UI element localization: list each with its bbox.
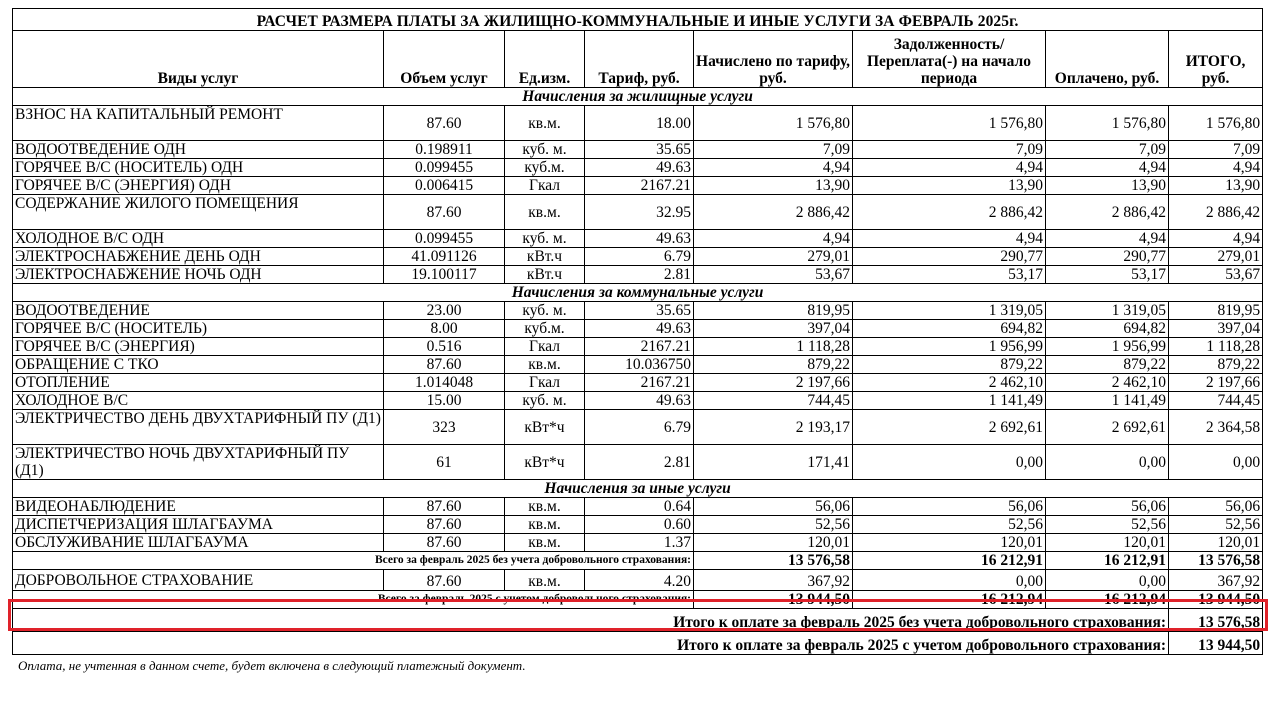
volume-cell: 0.006415: [384, 177, 505, 195]
insurance-volume: 87.60: [384, 570, 505, 591]
tariff-cell: 18.00: [585, 106, 694, 141]
service-name: ГОРЯЧЕЕ В/С (ЭНЕРГИЯ) ОДН: [13, 177, 384, 195]
volume-cell: 15.00: [384, 392, 505, 410]
paid-cell: 56,06: [1046, 498, 1169, 516]
charged-cell: 4,94: [694, 230, 853, 248]
volume-cell: 8.00: [384, 320, 505, 338]
debt-cell: 13,90: [853, 177, 1046, 195]
debt-cell: 4,94: [853, 159, 1046, 177]
sum-without-charged: 13 576,58: [694, 552, 853, 570]
unit-cell: кВт.ч: [505, 266, 585, 284]
total-cell: 0,00: [1169, 445, 1263, 480]
total-cell: 744,45: [1169, 392, 1263, 410]
charged-cell: 171,41: [694, 445, 853, 480]
service-name: ОБРАЩЕНИЕ С ТКО: [13, 356, 384, 374]
header-charged: Начислено по тарифу, руб.: [694, 31, 853, 88]
section-communal: Начисления за коммунальные услуги: [13, 284, 1263, 302]
table-row: [13, 159, 1263, 177]
header-total: ИТОГО, руб.: [1169, 31, 1263, 88]
charged-cell: 2 193,17: [694, 410, 853, 445]
debt-cell: 879,22: [853, 356, 1046, 374]
sum-without-paid: 16 212,91: [1046, 552, 1169, 570]
total-cell: 56,06: [1169, 498, 1263, 516]
volume-cell: 0.099455: [384, 159, 505, 177]
paid-cell: 13,90: [1046, 177, 1169, 195]
footnote: Оплата, не учтенная в данном счете, будет включена в следующий платежный документ.: [18, 658, 526, 673]
total-cell: 7,09: [1169, 141, 1263, 159]
table-row: [13, 498, 1263, 516]
total-cell: 2 364,58: [1169, 410, 1263, 445]
pay-with-value: 13 944,50: [1169, 632, 1263, 655]
service-name: ЭЛЕКТРИЧЕСТВО НОЧЬ ДВУХТАРИФНЫЙ ПУ (Д1): [13, 445, 384, 480]
charged-cell: 7,09: [694, 141, 853, 159]
charged-cell: 13,90: [694, 177, 853, 195]
debt-cell: 7,09: [853, 141, 1046, 159]
total-cell: 879,22: [1169, 356, 1263, 374]
paid-cell: 4,94: [1046, 159, 1169, 177]
total-cell: 4,94: [1169, 159, 1263, 177]
volume-cell: 87.60: [384, 356, 505, 374]
service-name: ГОРЯЧЕЕ В/С (ЭНЕРГИЯ): [13, 338, 384, 356]
billing-table: [12, 8, 1263, 655]
charged-cell: 2 886,42: [694, 195, 853, 230]
volume-cell: 23.00: [384, 302, 505, 320]
total-cell: 52,56: [1169, 516, 1263, 534]
service-name: ВОДООТВЕДЕНИЕ ОДН: [13, 141, 384, 159]
tariff-cell: 2167.21: [585, 374, 694, 392]
service-name: ОБСЛУЖИВАНИЕ ШЛАГБАУМА: [13, 534, 384, 552]
table-row: [13, 230, 1263, 248]
sum-with-paid: 16 212,94: [1046, 591, 1169, 609]
service-name: ХОЛОДНОЕ В/С: [13, 392, 384, 410]
unit-cell: куб. м.: [505, 141, 585, 159]
charged-cell: 1 118,28: [694, 338, 853, 356]
unit-cell: кВт*ч: [505, 445, 585, 480]
unit-cell: куб. м.: [505, 392, 585, 410]
unit-cell: куб. м.: [505, 230, 585, 248]
table-row: [13, 392, 1263, 410]
insurance-total: 367,92: [1169, 570, 1263, 591]
header-paid: Оплачено, руб.: [1046, 31, 1169, 88]
table-row: [13, 445, 1263, 480]
insurance-paid: 0,00: [1046, 570, 1169, 591]
volume-cell: 41.091126: [384, 248, 505, 266]
unit-cell: кв.м.: [505, 516, 585, 534]
table-row: [13, 106, 1263, 141]
debt-cell: 1 141,49: [853, 392, 1046, 410]
table-row: [13, 320, 1263, 338]
paid-cell: 4,94: [1046, 230, 1169, 248]
pay-without-row: [13, 609, 1263, 632]
document-title: РАСЧЕТ РАЗМЕРА ПЛАТЫ ЗА ЖИЛИЩНО-КОММУНАЛЬНЫЕ И ИНЫЕ УСЛУГИ ЗА ФЕВРАЛЬ 2025г.: [13, 9, 1263, 31]
volume-cell: 19.100117: [384, 266, 505, 284]
debt-cell: 1 956,99: [853, 338, 1046, 356]
volume-cell: 87.60: [384, 516, 505, 534]
paid-cell: 0,00: [1046, 445, 1169, 480]
service-name: ЭЛЕКТРОСНАБЖЕНИЕ ДЕНЬ ОДН: [13, 248, 384, 266]
header-tariff: Тариф, руб.: [585, 31, 694, 88]
pay-without-label: Итого к оплате за февраль 2025 без учета добровольного страхования:: [13, 609, 1169, 632]
table-row: [13, 534, 1263, 552]
sum-with-total: 13 944,50: [1169, 591, 1263, 609]
table-row: [13, 177, 1263, 195]
header-service: Виды услуг: [13, 31, 384, 88]
table-row: [13, 374, 1263, 392]
sum-without-insurance-row: [13, 552, 1263, 570]
unit-cell: Гкал: [505, 177, 585, 195]
header-row: [13, 31, 1263, 88]
tariff-cell: 0.64: [585, 498, 694, 516]
paid-cell: 2 462,10: [1046, 374, 1169, 392]
section-other: Начисления за иные услуги: [13, 480, 1263, 498]
service-name: ВИДЕОНАБЛЮДЕНИЕ: [13, 498, 384, 516]
sum-with-debt: 16 212,94: [853, 591, 1046, 609]
debt-cell: 2 692,61: [853, 410, 1046, 445]
volume-cell: 87.60: [384, 195, 505, 230]
service-name: ОТОПЛЕНИЕ: [13, 374, 384, 392]
total-cell: 1 118,28: [1169, 338, 1263, 356]
charged-cell: 397,04: [694, 320, 853, 338]
tariff-cell: 49.63: [585, 320, 694, 338]
total-cell: 1 576,80: [1169, 106, 1263, 141]
table-row: [13, 410, 1263, 445]
table-row: [13, 141, 1263, 159]
header-volume: Объем услуг: [384, 31, 505, 88]
debt-cell: 52,56: [853, 516, 1046, 534]
insurance-unit: кв.м.: [505, 570, 585, 591]
tariff-cell: 10.036750: [585, 356, 694, 374]
charged-cell: 53,67: [694, 266, 853, 284]
header-unit: Ед.изм.: [505, 31, 585, 88]
paid-cell: 2 886,42: [1046, 195, 1169, 230]
volume-cell: 0.516: [384, 338, 505, 356]
debt-cell: 2 886,42: [853, 195, 1046, 230]
tariff-cell: 2167.21: [585, 177, 694, 195]
debt-cell: 1 576,80: [853, 106, 1046, 141]
paid-cell: 1 576,80: [1046, 106, 1169, 141]
total-cell: 53,67: [1169, 266, 1263, 284]
unit-cell: кВт.ч: [505, 248, 585, 266]
unit-cell: куб.м.: [505, 320, 585, 338]
total-cell: 2 886,42: [1169, 195, 1263, 230]
service-name: СОДЕРЖАНИЕ ЖИЛОГО ПОМЕЩЕНИЯ: [13, 195, 384, 230]
tariff-cell: 49.63: [585, 230, 694, 248]
volume-cell: 87.60: [384, 534, 505, 552]
debt-cell: 120,01: [853, 534, 1046, 552]
paid-cell: 53,17: [1046, 266, 1169, 284]
unit-cell: кв.м.: [505, 534, 585, 552]
paid-cell: 1 319,05: [1046, 302, 1169, 320]
pay-with-label: Итого к оплате за февраль 2025 с учетом добровольного страхования:: [13, 632, 1169, 655]
unit-cell: кв.м.: [505, 195, 585, 230]
debt-cell: 694,82: [853, 320, 1046, 338]
sum-without-label: Всего за февраль 2025 без учета добровольного страхования:: [13, 552, 694, 570]
tariff-cell: 6.79: [585, 410, 694, 445]
debt-cell: 56,06: [853, 498, 1046, 516]
sum-without-debt: 16 212,91: [853, 552, 1046, 570]
table-row: [13, 302, 1263, 320]
insurance-row: [13, 570, 1263, 591]
total-cell: 120,01: [1169, 534, 1263, 552]
service-name: ВЗНОС НА КАПИТАЛЬНЫЙ РЕМОНТ: [13, 106, 384, 141]
charged-cell: 1 576,80: [694, 106, 853, 141]
service-name: ГОРЯЧЕЕ В/С (НОСИТЕЛЬ): [13, 320, 384, 338]
total-cell: 279,01: [1169, 248, 1263, 266]
volume-cell: 1.014048: [384, 374, 505, 392]
tariff-cell: 0.60: [585, 516, 694, 534]
volume-cell: 323: [384, 410, 505, 445]
sum-with-charged: 13 944,50: [694, 591, 853, 609]
paid-cell: 1 956,99: [1046, 338, 1169, 356]
tariff-cell: 6.79: [585, 248, 694, 266]
tariff-cell: 35.65: [585, 141, 694, 159]
charged-cell: 120,01: [694, 534, 853, 552]
paid-cell: 290,77: [1046, 248, 1169, 266]
paid-cell: 1 141,49: [1046, 392, 1169, 410]
service-name: ХОЛОДНОЕ В/С ОДН: [13, 230, 384, 248]
tariff-cell: 35.65: [585, 302, 694, 320]
volume-cell: 0.099455: [384, 230, 505, 248]
debt-cell: 1 319,05: [853, 302, 1046, 320]
debt-cell: 0,00: [853, 445, 1046, 480]
unit-cell: куб.м.: [505, 159, 585, 177]
tariff-cell: 2167.21: [585, 338, 694, 356]
pay-without-value: 13 576,58: [1169, 609, 1263, 632]
table-row: [13, 195, 1263, 230]
total-cell: 13,90: [1169, 177, 1263, 195]
unit-cell: Гкал: [505, 374, 585, 392]
paid-cell: 2 692,61: [1046, 410, 1169, 445]
debt-cell: 53,17: [853, 266, 1046, 284]
header-debt: Задолженность/ Переплата(-) на начало периода: [853, 31, 1046, 88]
debt-cell: 4,94: [853, 230, 1046, 248]
table-row: [13, 338, 1263, 356]
table-row: [13, 516, 1263, 534]
paid-cell: 879,22: [1046, 356, 1169, 374]
service-name: ЭЛЕКТРИЧЕСТВО ДЕНЬ ДВУХТАРИФНЫЙ ПУ (Д1): [13, 410, 384, 445]
sum-with-label: Всего за февраль 2025 с учетом добровольного страхования:: [13, 591, 694, 609]
charged-cell: 879,22: [694, 356, 853, 374]
total-cell: 819,95: [1169, 302, 1263, 320]
unit-cell: куб. м.: [505, 302, 585, 320]
insurance-debt: 0,00: [853, 570, 1046, 591]
volume-cell: 61: [384, 445, 505, 480]
insurance-charged: 367,92: [694, 570, 853, 591]
table-row: [13, 356, 1263, 374]
unit-cell: Гкал: [505, 338, 585, 356]
debt-cell: 2 462,10: [853, 374, 1046, 392]
total-cell: 2 197,66: [1169, 374, 1263, 392]
billing-document: [12, 8, 1262, 674]
charged-cell: 279,01: [694, 248, 853, 266]
volume-cell: 87.60: [384, 106, 505, 141]
volume-cell: 0.198911: [384, 141, 505, 159]
tariff-cell: 2.81: [585, 266, 694, 284]
charged-cell: 744,45: [694, 392, 853, 410]
paid-cell: 52,56: [1046, 516, 1169, 534]
charged-cell: 52,56: [694, 516, 853, 534]
tariff-cell: 1.37: [585, 534, 694, 552]
unit-cell: кв.м.: [505, 106, 585, 141]
service-name: ЭЛЕКТРОСНАБЖЕНИЕ НОЧЬ ОДН: [13, 266, 384, 284]
tariff-cell: 49.63: [585, 159, 694, 177]
sum-without-total: 13 576,58: [1169, 552, 1263, 570]
total-cell: 397,04: [1169, 320, 1263, 338]
charged-cell: 4,94: [694, 159, 853, 177]
service-name: ВОДООТВЕДЕНИЕ: [13, 302, 384, 320]
service-name: ГОРЯЧЕЕ В/С (НОСИТЕЛЬ) ОДН: [13, 159, 384, 177]
pay-with-row: [13, 632, 1263, 655]
tariff-cell: 32.95: [585, 195, 694, 230]
paid-cell: 120,01: [1046, 534, 1169, 552]
unit-cell: кВт*ч: [505, 410, 585, 445]
table-row: [13, 266, 1263, 284]
total-cell: 4,94: [1169, 230, 1263, 248]
service-name: ДИСПЕТЧЕРИЗАЦИЯ ШЛАГБАУМА: [13, 516, 384, 534]
paid-cell: 694,82: [1046, 320, 1169, 338]
debt-cell: 290,77: [853, 248, 1046, 266]
unit-cell: кв.м.: [505, 356, 585, 374]
insurance-name: ДОБРОВОЛЬНОЕ СТРАХОВАНИЕ: [13, 570, 384, 591]
volume-cell: 87.60: [384, 498, 505, 516]
charged-cell: 56,06: [694, 498, 853, 516]
charged-cell: 2 197,66: [694, 374, 853, 392]
unit-cell: кв.м.: [505, 498, 585, 516]
insurance-tariff: 4.20: [585, 570, 694, 591]
tariff-cell: 2.81: [585, 445, 694, 480]
tariff-cell: 49.63: [585, 392, 694, 410]
section-housing: Начисления за жилищные услуги: [13, 88, 1263, 106]
table-row: [13, 248, 1263, 266]
paid-cell: 7,09: [1046, 141, 1169, 159]
charged-cell: 819,95: [694, 302, 853, 320]
sum-with-insurance-row: [13, 591, 1263, 609]
